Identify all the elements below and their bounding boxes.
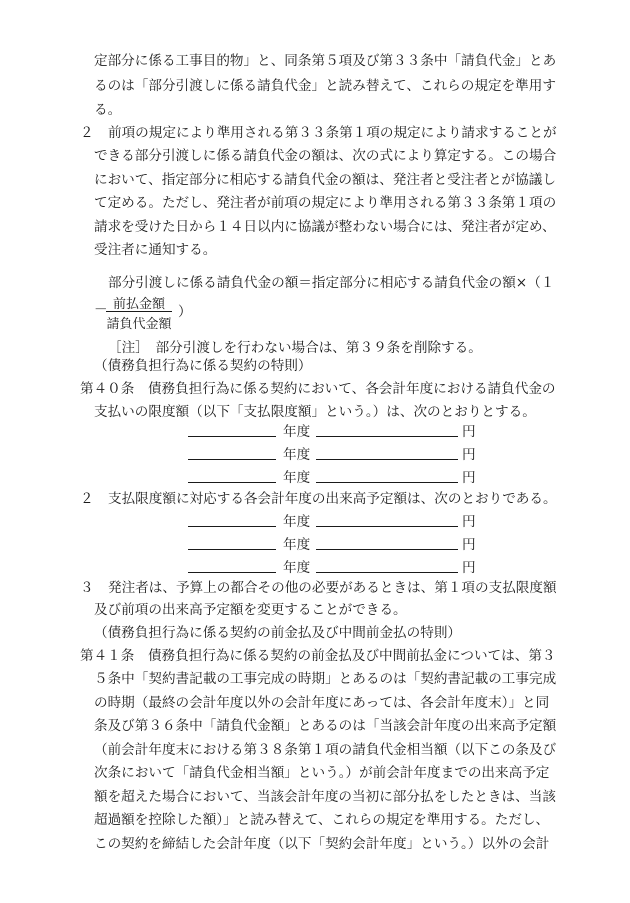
table2-row3-year-label: 年度	[283, 560, 311, 576]
table1-row3-year-blank	[188, 482, 276, 483]
para2-line-4: て定める。ただし、発注者が前項の規定により準用される第３３条第１項の	[94, 195, 557, 211]
intro-line-2: るのは「部分引渡しに係る請負代金」と読み替えて、これらの規定を準用す	[94, 78, 556, 94]
para2-line-6: 受注者に通知する。	[94, 242, 217, 258]
table2-row2-amount-blank	[316, 549, 458, 550]
article40-line-2: 支払いの限度額（以下「支払限度額」という。）は、次のとおりとする。	[94, 404, 536, 420]
table2-row1-amount-blank	[316, 526, 458, 527]
formula-denominator: 請負代金額	[106, 317, 172, 332]
article40-para2-number: ２	[80, 491, 94, 507]
table2-row3-year-blank	[188, 572, 276, 573]
table1-row3-year-label: 年度	[283, 470, 311, 486]
article40-para3-line-1: 発注者は、予算上の都合その他の必要があるときは、第１項の支払限度額	[108, 580, 557, 596]
table1-row2-year-label: 年度	[283, 447, 311, 463]
table1-row2-year-blank	[188, 459, 276, 460]
table1-row1-yen-label: 円	[462, 424, 476, 440]
table1-row1-amount-blank	[316, 436, 458, 437]
article40-para3-line-2: 及び前項の出来高予定額を変更することができる。	[94, 602, 407, 618]
table2-row1-year-blank	[188, 526, 276, 527]
formula-numerator: 前払金額	[112, 297, 165, 312]
article41-line-6: 次条において「請負代金相当額」という。）が前会計年度までの出来高予定	[94, 765, 550, 781]
article40-para2-text: 支払限度額に対応する各会計年度の出来高予定額は、次のとおりである。	[108, 491, 557, 507]
article41-line-9: この契約を締結した会計年度（以下「契約会計年度」という。）以外の会計	[94, 836, 550, 852]
table1-row1-year-blank	[188, 436, 276, 437]
table1-row2-yen-label: 円	[462, 447, 476, 463]
article41-line-3: の時期（最終の会計年度以外の会計年度にあっては、各会計年度末）」と同	[94, 695, 550, 711]
article41-line-5: （前会計年度末における第３８条第１項の請負代金相当額（以下この条及び	[94, 742, 557, 758]
table1-row2-amount-blank	[316, 459, 458, 460]
intro-line-1: 定部分に係る工事目的物」と、同条第５項及び第３３条中「請負代金」とあ	[94, 53, 557, 69]
article41-line-2: ５条中「契約書記載の工事完成の時期」とあるのは「契約書記載の工事完成	[94, 671, 557, 687]
para2-line-5: 請求を受けた日から１４日以内に協議が整わない場合には、発注者が定め、	[94, 219, 556, 235]
table1-row3-yen-label: 円	[462, 470, 476, 486]
formula-fraction-bar	[106, 311, 172, 312]
formula-minus: －	[94, 302, 108, 318]
article41-line-4: 条及び第３６条中「請負代金額」とあるのは「当該会計年度の出来高予定額	[94, 718, 557, 734]
table1-row3-amount-blank	[316, 482, 458, 483]
para2-line-2: できる部分引渡しに係る請負代金の額は、次の式により算定する。この場合	[94, 148, 557, 164]
intro-line-3: る。	[94, 102, 122, 118]
article41-line-7: 額を超えた場合において、当該会計年度の当初に部分払をしたときは、当該	[94, 789, 556, 805]
table2-row1-yen-label: 円	[462, 514, 476, 530]
article41-heading: （債務負担行為に係る契約の前金払及び中間前金払の特則）	[94, 625, 462, 641]
table2-row3-yen-label: 円	[462, 560, 476, 576]
article40-para3-number: ３	[80, 580, 94, 596]
article40-line-1: 第４０条 債務負担行為に係る契約において、各会計年度における請負代金の	[80, 381, 556, 397]
note-line: ［注］ 部分引渡しを行わない場合は、第３９条を削除する。	[108, 340, 482, 356]
article41-line-8: 超過額を控除した額）」と読み替えて、これらの規定を準用する。ただし、	[94, 812, 550, 828]
table2-row1-year-label: 年度	[283, 514, 311, 530]
table2-row2-yen-label: 円	[462, 537, 476, 553]
article41-line-1: 第４１条 債務負担行為に係る契約の前金払及び中間前払金については、第３	[80, 648, 556, 664]
table2-row2-year-label: 年度	[283, 537, 311, 553]
para2-line-1: 前項の規定により準用される第３３条第１項の規定により請求することが	[108, 125, 557, 141]
para2-line-3: において、指定部分に相応する請負代金の額は、発注者と受注者とが協議し	[94, 172, 556, 188]
article40-heading: （債務負担行為に係る契約の特則）	[94, 358, 312, 374]
table2-row3-amount-blank	[316, 572, 458, 573]
formula-close-paren: ）	[178, 304, 192, 320]
table2-row2-year-blank	[188, 549, 276, 550]
table1-row1-year-label: 年度	[283, 424, 311, 440]
formula-line: 部分引渡しに係る請負代金の額＝指定部分に相応する請負代金の額×（１	[108, 275, 555, 291]
para2-number: ２	[80, 125, 94, 141]
